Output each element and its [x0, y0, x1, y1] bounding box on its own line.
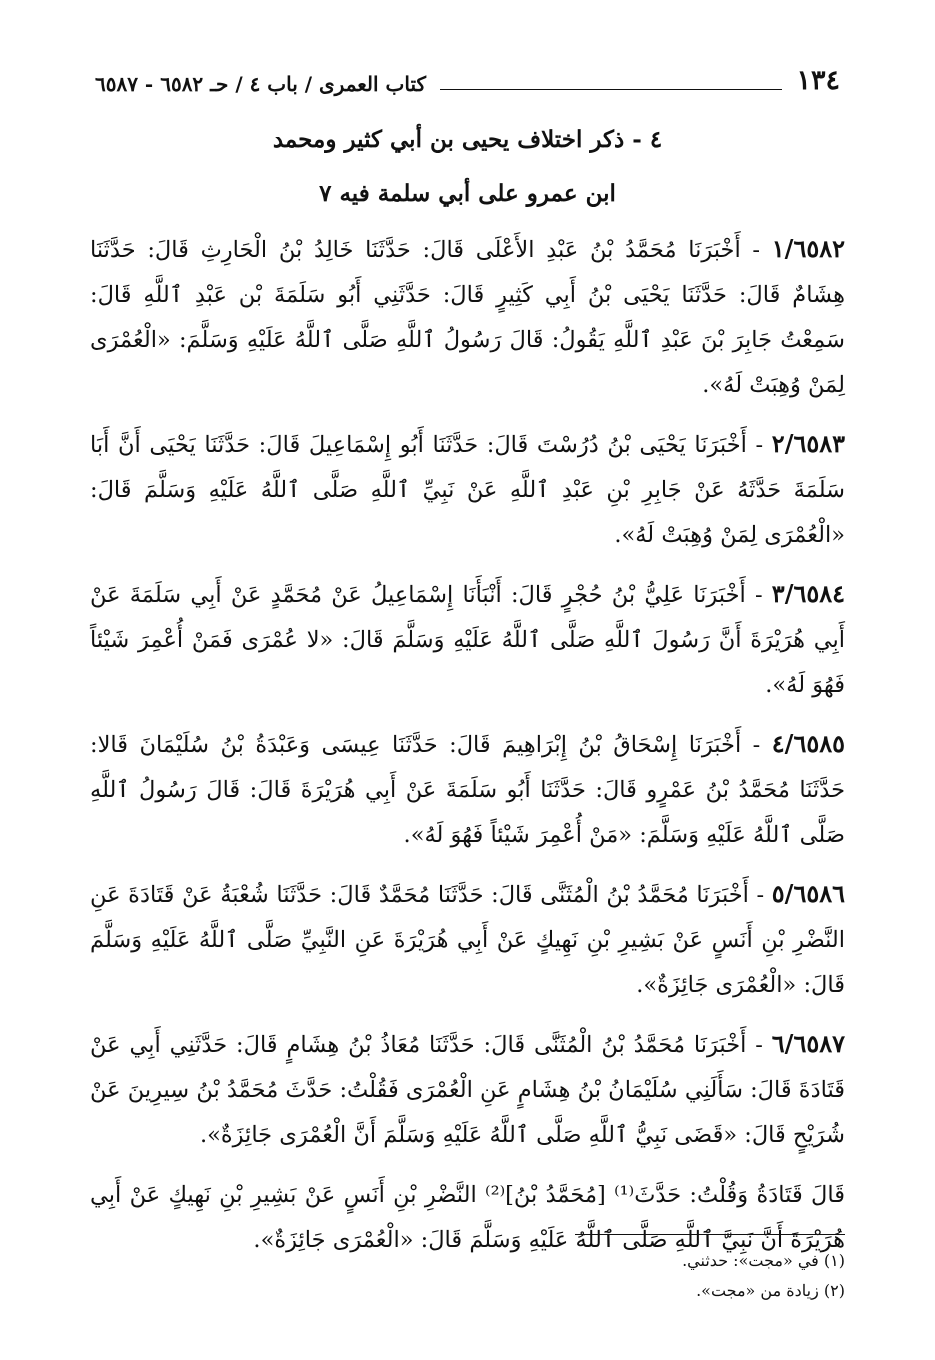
header-rule — [440, 89, 782, 90]
hadith-text: - أَخْبَرَنَا مُحَمَّدُ بْنُ الْمُثَنَّى قَالَ: حَدَّثَنَا مُحَمَّدٌ قَالَ: حَدَّثَنَا شُعْبَةُ عَنْ قَتَادَةَ عَنِ النَّضْرِ بْنِ أَنَسٍ عَنْ بَشِيرِ بْنِ نَهِيكٍ عَنْ أَبِي هُرَيْرَةَ عَنِ النَّبِيِّ صَلَّى ٱللَّهُ عَلَيْهِ وَسَلَّمَ قَالَ: «الْعُمْرَى جَائِزَةٌ». — [90, 882, 845, 998]
section-title-line-2: ابن عمرو على أبي سلمة فيه ٧ — [319, 180, 616, 207]
hadith-number: ٤/٦٥٨٥ — [771, 729, 845, 758]
hadith-6583 — [90, 421, 845, 558]
hadith-6584 — [90, 571, 845, 708]
footnotes — [90, 1246, 845, 1306]
hadith-text: - أَخْبَرَنَا عَلِيُّ بْنُ حُجْرٍ قَالَ: أَنْبَأَنَا إِسْمَاعِيلُ عَنْ مُحَمَّدٍ عَنْ أَبِي سَلَمَةَ عَنْ أَبِي هُرَيْرَةَ أَنَّ رَسُولَ ٱللَّهِ صَلَّى ٱللَّهُ عَلَيْهِ وَسَلَّمَ قَالَ: «لا عُمْرَى فَمَنْ أُعْمِرَ شَيْئاً فَهُوَ لَهُ». — [90, 582, 845, 698]
hadith-number: ٥/٦٥٨٦ — [771, 879, 845, 908]
hadith-number: ٢/٦٥٨٣ — [771, 429, 846, 458]
hadith-number: ٦/٦٥٨٧ — [771, 1029, 845, 1058]
footnote-2: (٢) زيادة من «مجت». — [696, 1281, 845, 1300]
hadith-text: - أَخْبَرَنَا يَحْيَى بْنُ دُرُسْتَ قَالَ: حَدَّثَنَا أَبُو إِسْمَاعِيلَ قَالَ: حَدَّثَنَا يَحْيَى أَنَّ أَبَا سَلَمَةَ حَدَّثَهُ عَنْ جَابِرِ بْنِ عَبْدِ ٱللَّهِ عَنْ نَبِيِّ ٱللَّهِ صَلَّى ٱللَّهُ عَلَيْهِ وَسَلَّمَ قَالَ: «الْعُمْرَى لِمَنْ وُهِبَتْ لَهُ». — [90, 432, 845, 548]
hadith-text: - أَخْبَرَنَا مُحَمَّدُ بْنُ الْمُثَنَّى قَالَ: حَدَّثَنَا مُعَاذُ بْنُ هِشَامٍ قَالَ: حَدَّثَنِي أَبِي عَنْ قَتَادَةَ قَالَ: سَأَلَنِي سُلَيْمَانُ بْنُ هِشَامٍ عَنِ الْعُمْرَى فَقُلْتُ: حَدَّثَ مُحَمَّدُ بْنُ سِيرِينَ عَنْ شُرَيْحٍ قَالَ: «قَضَى نَبِيُّ ٱللَّهِ صَلَّى ٱللَّهُ عَلَيْهِ وَسَلَّمَ أَنَّ الْعُمْرَى جَائِزَةٌ». — [90, 1032, 845, 1148]
hadith-6585 — [90, 721, 845, 858]
hadith-number: ٣/٦٥٨٤ — [771, 579, 846, 608]
hadith-text: قَالَ قَتَادَةُ وَقُلْتُ: حَدَّثَ⁽¹⁾ [مُحَمَّدُ بْنُ]⁽²⁾ النَّضْرِ بْنِ أَنَسٍ عَنْ بَشِيرِ بْنِ نَهِيكٍ عَنْ أَبِي هُرَيْرَةَ أَنَّ نَبِيَّ ٱللَّهِ صَلَّى ٱللَّهُ عَلَيْهِ وَسَلَّمَ قَالَ: «الْعُمْرَى جَائِزَةٌ». — [90, 1182, 845, 1253]
footnote-rule — [575, 1234, 845, 1235]
page-number: ١٣٤ — [796, 65, 840, 96]
footnote-1: (١) في «مجت»: حدثني. — [682, 1251, 845, 1270]
hadith-6582 — [90, 226, 845, 408]
section-title-line-1: ٤ - ذكر اختلاف يحيى بن أبي كثير ومحمد — [272, 126, 663, 153]
hadith-text: - أَخْبَرَنَا مُحَمَّدُ بْنُ عَبْدِ الأَعْلَى قَالَ: حَدَّثَنَا خَالِدُ بْنُ الْحَارِثِ قَالَ: حَدَّثَنَا هِشَامٌ قَالَ: حَدَّثَنَا يَحْيَى بْنُ أَبِي كَثِيرٍ قَالَ: حَدَّثَنِي أَبُو سَلَمَةَ بْن عَبْدِ ٱللَّهِ قَالَ: سَمِعْتُ جَابِرَ بْنَ عَبْدِ ٱللَّهِ يَقُولُ: قَالَ رَسُولُ ٱللَّهِ صَلَّى ٱللَّهُ عَلَيْهِ وَسَلَّمَ: «الْعُمْرَى لِمَنْ وُهِبَتْ لَهُ». — [90, 237, 845, 398]
hadith-number: ١/٦٥٨٢ — [771, 234, 845, 263]
hadith-6587 — [90, 1021, 845, 1158]
running-title: كتاب العمرى / باب ٤ / حـ ٦٥٨٢ - ٦٥٨٧ — [95, 72, 427, 96]
body-text — [90, 226, 845, 1276]
hadith-text: - أَخْبَرَنَا إِسْحَاقُ بْنُ إِبْرَاهِيمَ قَالَ: حَدَّثَنَا عِيسَى وَعَبْدَةُ بْنُ سُلَيْمَانَ قَالا: حَدَّثَنَا مُحَمَّدُ بْنُ عَمْرٍو قَالَ: حَدَّثَنَا أَبُو سَلَمَةَ عَنْ أَبِي هُرَيْرَةَ قَالَ: قَالَ رَسُولُ ٱللَّهِ صَلَّى ٱللَّهُ عَلَيْهِ وَسَلَّمَ: «مَنْ أُعْمِرَ شَيْئاً فَهُوَ لَهُ». — [90, 732, 845, 848]
running-head — [95, 66, 840, 100]
hadith-6586 — [90, 871, 845, 1008]
